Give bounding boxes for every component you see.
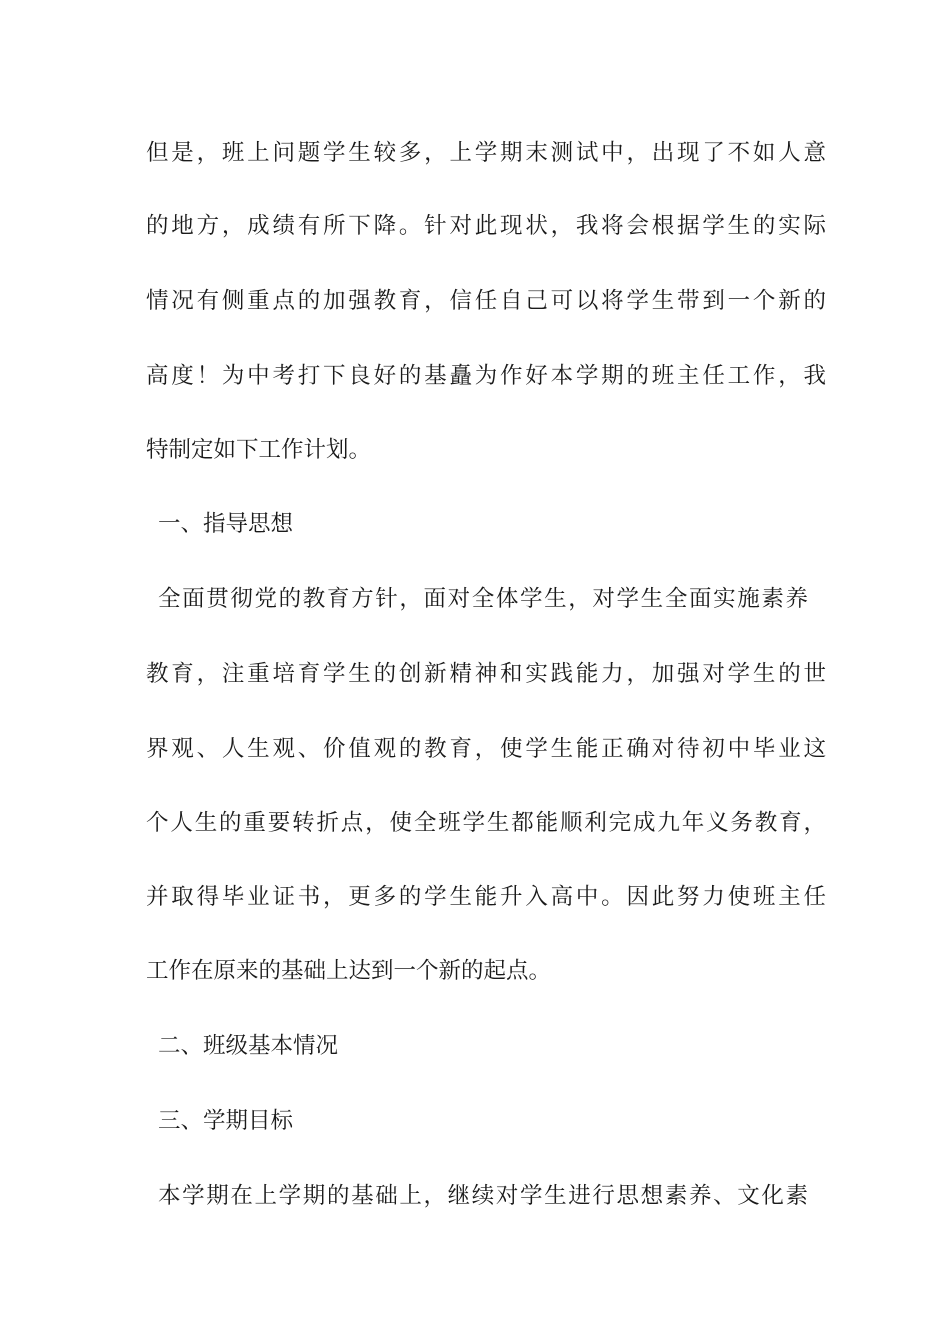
- paragraph-line: 特制定如下工作计划。: [146, 437, 372, 463]
- paragraph-line: 个人生的重要转折点，使全班学生都能顺利完成九年义务教育，: [146, 810, 826, 836]
- section-heading: 三、学期目标: [158, 1108, 294, 1134]
- paragraph-line: 但是，班上问题学生较多，上学期末测试中，出现了不如人意: [146, 140, 826, 166]
- paragraph-line: 本学期在上学期的基础上，继续对学生进行思想素养、文化素: [158, 1183, 808, 1209]
- paragraph-line: 并取得毕业证书，更多的学生能升入高中。因此努力使班主任: [146, 884, 826, 910]
- paragraph-line: 教育，注重培育学生的创新精神和实践能力，加强对学生的世: [146, 661, 826, 687]
- paragraph-line: 工作在原来的基础上达到一个新的起点。: [146, 958, 552, 984]
- paragraph-line: 高度！为中考打下良好的基矗为作好本学期的班主任工作，我: [146, 363, 826, 389]
- paragraph-line: 情况有侧重点的加强教育，信任自己可以将学生带到一个新的: [146, 288, 826, 314]
- paragraph-line: 全面贯彻党的教育方针，面对全体学生，对学生全面实施素养: [158, 586, 808, 612]
- section-heading: 一、指导思想: [158, 511, 294, 537]
- paragraph-line: 的地方，成绩有所下降。针对此现状，我将会根据学生的实际: [146, 213, 826, 239]
- section-heading: 二、班级基本情况: [158, 1033, 339, 1059]
- paragraph-line: 界观、人生观、价值观的教育，使学生能正确对待初中毕业这: [146, 736, 826, 762]
